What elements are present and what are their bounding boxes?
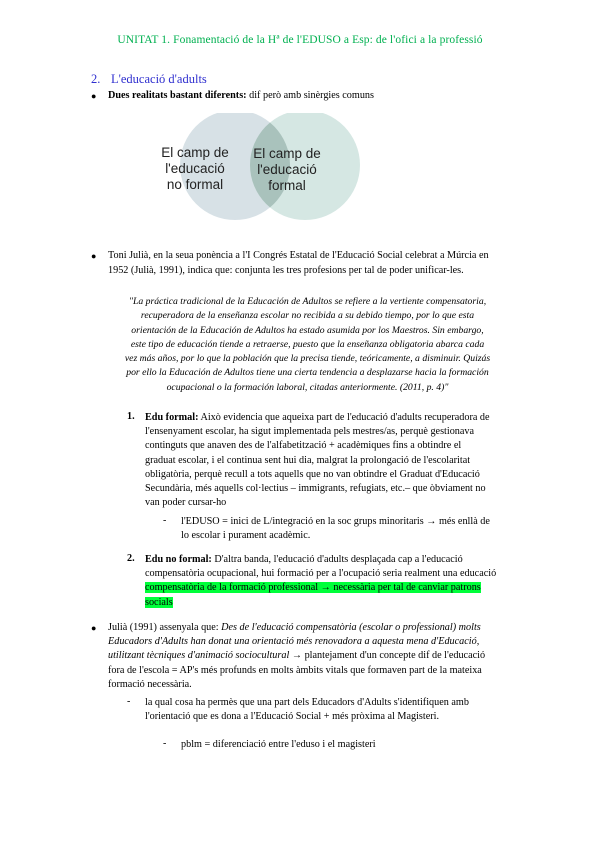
venn-left-line-2: l'educació	[165, 161, 225, 176]
item-1-sub	[181, 515, 501, 543]
bullet-3-text: → plantejament d'un concepte dif de l'educació	[289, 650, 486, 662]
bullet-icon: ●	[91, 623, 97, 633]
item-1-sub-line: lo escolar i purament acadèmic.	[181, 530, 311, 542]
bullet-icon: ●	[91, 91, 97, 101]
quote-line: este tipo de educación tiende a retraerse, puesto que la enseñanza obligatoria abarca cada	[130, 338, 485, 350]
sub-4: pblm = diferenciació entre l'eduso i el magisteri	[181, 739, 376, 750]
item-2-highlight: compensatòria de la formació professional → necessària per tal de canviar patrons	[145, 582, 481, 594]
item-1-line: obligatòria, perquè recull a tots aquells que no van obtindre el Graduat d'Educació	[145, 468, 480, 480]
item-1-line: continguts que anaven des de l'alfabetització + acadèmiques fins a obtindre el	[145, 440, 462, 452]
venn-diagram	[120, 113, 500, 223]
bullet-1-bold: Dues realitats bastant diferents:	[108, 90, 247, 101]
item-1-line: graduat escolar, i el continua sent hui dia, malgrat la prolongació de l'escolaritat	[145, 454, 471, 466]
item-2-text	[145, 553, 501, 610]
sub-3-line: l'orientació que es dona a l'Educació Social + més pròxima al Magisteri.	[145, 711, 440, 723]
bullet-1	[108, 89, 374, 103]
bullet-3-italic: Des de l'educació compensatòria (escolar o professional) molts	[221, 622, 481, 633]
venn-right-line-2: l'educació	[257, 162, 317, 177]
item-2-number: 2.	[127, 553, 135, 564]
section-title	[91, 72, 207, 87]
venn-right-line-3: formal	[268, 178, 306, 193]
section-title-text: L'educació d'adults	[111, 72, 207, 86]
bullet-2-line-2: 1952 (Julià, 1991), indica que: conjunta les tres profesions per tal de poder unificar-les.	[108, 265, 464, 276]
quote-line: recuperadora de la enseñanza escolar no recibida a su debido tiempo, por lo que esta	[140, 310, 475, 322]
item-1-text	[145, 411, 501, 510]
bullet-3-text: fora de l'escola = AP's més profunds en molts àmbits vitals que formaven part de la mateixa	[108, 664, 482, 676]
sub-3	[145, 696, 501, 724]
quote-line: vez más años, por lo que la población que la precisa tiende, teóricamente, a disminuir. Quizás	[124, 353, 491, 365]
bullet-3-text: formació necessària.	[108, 678, 192, 690]
quote-line: ocupacional o la formación laboral, citadas anteriormente. (2011, p. 4)"	[166, 381, 449, 393]
venn-right-line-1: El camp de	[253, 146, 321, 161]
item-1-line: van poder cursar-ho	[145, 497, 227, 509]
bullet-1-text: dif però amb sinèrgies comuns	[246, 90, 374, 101]
item-1-line: Això evidencia que aqueixa part de l'educació d'adults recuperadora de	[198, 412, 490, 423]
bullet-icon: ●	[91, 251, 97, 261]
bullet-2-line-1: Toni Julià, en la seua ponència a l'I Congrés Estatal de l'Educació Social celebrat a Múrcia en	[108, 250, 489, 261]
quote-line: "La práctica tradicional de la Educación de Adultos se refiere a la vertiente compensatoria,	[128, 296, 487, 307]
quote-line: orientación de la Educación de Adultos ha estado asumida por los Maestros. Sin embargo,	[131, 324, 484, 336]
item-2-highlight: socials	[145, 596, 173, 608]
item-1-sub-line: l'EDUSO = inici de L/integració en la soc grups minoritaris → més enllà de	[181, 516, 490, 527]
venn-left-line-3: no formal	[166, 177, 224, 192]
dash-icon: -	[127, 696, 131, 707]
quote-block	[114, 295, 501, 395]
dash-icon: -	[163, 515, 167, 526]
item-1-line: l'ensenyament escolar, ha sigut implementada pels mestres/as, perquè gestionava	[145, 426, 475, 438]
item-2-bold: Edu no formal:	[145, 554, 212, 565]
item-2-line: D'altra banda, l'educació d'adults desplaçada cap a l'educació	[211, 554, 463, 565]
sub-3-line: la qual cosa ha permès que una part dels Educadors d'Adults s'identifiquen amb	[145, 697, 469, 708]
venn-left-line-1: El camp de	[161, 145, 229, 160]
bullet-3-text: Julià (1991) assenyala que:	[108, 622, 222, 633]
dash-icon: -	[163, 738, 167, 749]
item-2-line: compensatòria ocupacional, hui formació per a l'ocupació seria realment una educació	[145, 568, 497, 580]
quote-line: por ello la Educación de Adultos tiene una cierta tendencia a desplazarse hacia la formación	[126, 367, 489, 379]
item-1-number: 1.	[127, 411, 135, 422]
document-header: UNITAT 1. Fonamentació de la Hª de l'EDUSO a Esp: de l'ofici a la professió	[117, 34, 483, 46]
bullet-3-italic: utilitzant tècniques d'animació sociocultural	[108, 650, 290, 662]
bullet-3	[108, 621, 501, 692]
bullet-3-italic: Educadors d'Adults han donat una orientació més renovadora a aquesta mena d'Educació,	[108, 636, 480, 648]
item-1-bold: Edu formal:	[145, 412, 199, 423]
item-1-line: Secundària, més aquells col·lectius – immigrants, refugiats, etc.– que òbviament no	[145, 483, 486, 495]
section-number: 2.	[91, 72, 101, 86]
